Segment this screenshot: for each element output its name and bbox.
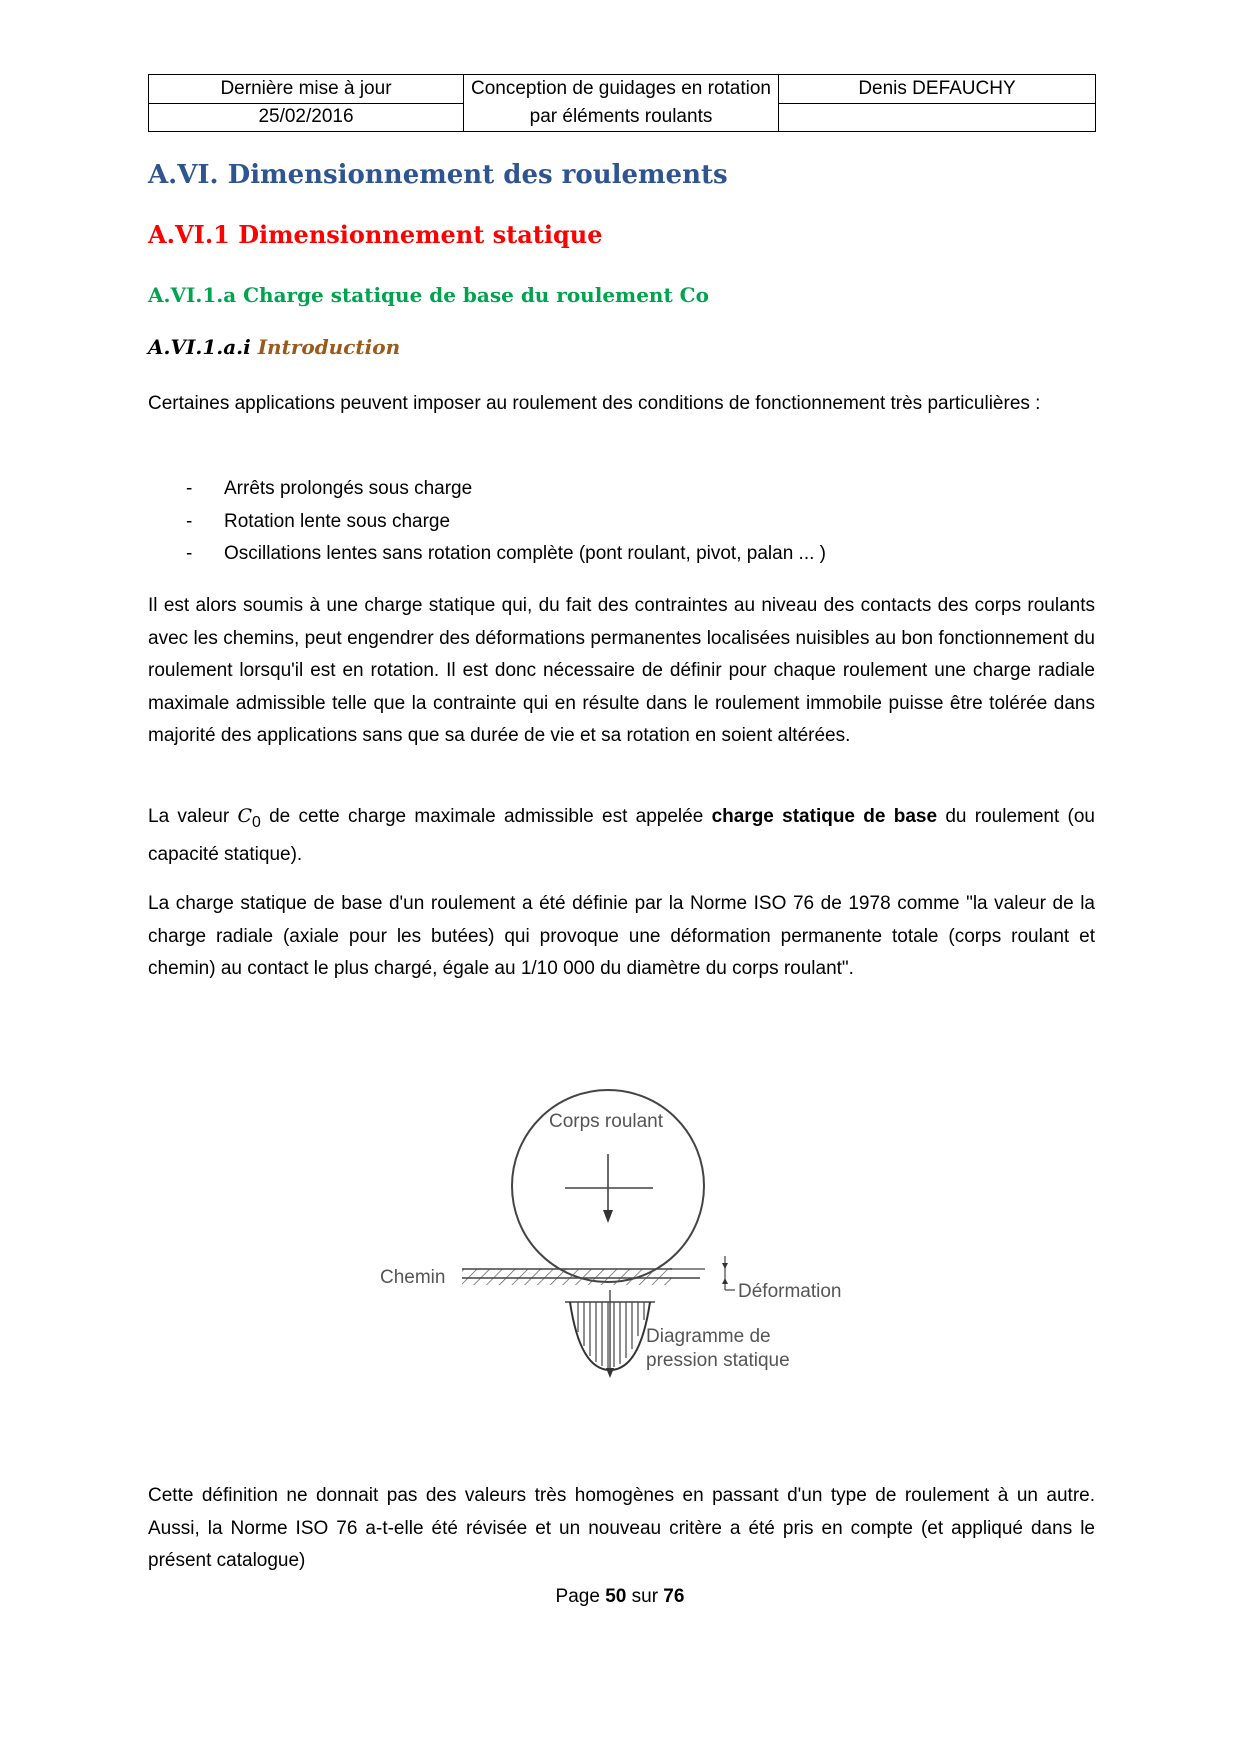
empty-cell bbox=[779, 103, 1096, 132]
list-item bbox=[148, 506, 1095, 539]
heading-level4-title: Introduction bbox=[257, 335, 401, 359]
paragraph-static-load: Il est alors soumis à une charge statique qui, du fait des contraintes au niveau des contacts des corps roulants avec les chemins, peut engendrer des déformations permanentes localisées nuisibles au bon fonctionnement du roulement lorsqu'il est en rotation. Il est donc nécessaire de définir pour chaque roulement une charge radiale maximale admissible telle que la contrainte qui en résulte dans le roulement immobile puisse être tolérée dans majorité des applications sans que sa durée de vie et sa rotation en soient altérées. bbox=[148, 595, 1095, 746]
heading-level4 bbox=[148, 335, 400, 359]
page-total: 76 bbox=[663, 1586, 685, 1607]
static-pressure-figure bbox=[370, 1070, 890, 1380]
list-bullet: - bbox=[186, 510, 193, 532]
label-diagram-line1: Diagramme de bbox=[646, 1326, 771, 1347]
page-middle: sur bbox=[626, 1586, 664, 1607]
c0-text-after: du roulement (ou capacité statique). bbox=[148, 806, 1096, 866]
deformation-arrow-top bbox=[722, 1263, 728, 1269]
list-item-text: Rotation lente sous charge bbox=[224, 510, 451, 532]
label-deformation: Déformation bbox=[738, 1281, 842, 1302]
paragraph-iso-definition: La charge statique de base d'un roulement a été définie par la Norme ISO 76 de 1978 comme "la valeur de la charge radiale (axiale pour les butées) qui provoque une déformation permanente totale (corps roulant et chemin) au contact le plus chargé, égale au 1/10 000 du diamètre du corps roulant". bbox=[148, 893, 1095, 979]
list-item bbox=[148, 473, 1095, 506]
c0-bold-term: charge statique de base bbox=[711, 806, 938, 827]
c0-symbol: C bbox=[237, 805, 253, 827]
header-table bbox=[148, 74, 1096, 132]
page-footer bbox=[0, 1586, 1240, 1608]
label-raceway: Chemin bbox=[380, 1267, 446, 1288]
list-bullet: - bbox=[186, 543, 193, 564]
page-prefix: Page bbox=[555, 1586, 606, 1607]
paragraph-c0 bbox=[148, 800, 1095, 872]
course-title: Conception de guidages en rotation par éléments roulants bbox=[464, 75, 779, 132]
c0-text-middle: de cette charge maximale admissible est appelée bbox=[260, 806, 712, 827]
heading-level2: A.VI.1 Dimensionnement statique bbox=[148, 220, 603, 249]
last-update-date: 25/02/2016 bbox=[149, 103, 464, 132]
pressure-arrow-head bbox=[606, 1368, 614, 1378]
raceway-hatch bbox=[462, 1269, 672, 1285]
label-diagram-line2: pression statique bbox=[646, 1350, 790, 1371]
label-rolling-body: Corps roulant bbox=[548, 1111, 664, 1132]
heading-level1: A.VI. Dimensionnement des roulements bbox=[148, 160, 728, 190]
author: Denis DEFAUCHY bbox=[779, 75, 1096, 104]
last-update-label: Dernière mise à jour bbox=[149, 75, 464, 104]
c0-text-before: La valeur bbox=[148, 806, 238, 827]
list-bullet: - bbox=[186, 478, 193, 499]
page-number: 50 bbox=[605, 1586, 627, 1607]
list-item bbox=[148, 538, 1095, 571]
list-item-text: Oscillations lentes sans rotation complète (pont roulant, pivot, palan ... ) bbox=[224, 543, 826, 564]
list-item-text: Arrêts prolongés sous charge bbox=[224, 478, 473, 499]
heading-level3: A.VI.1.a Charge statique de base du roulement Co bbox=[148, 283, 709, 307]
paragraph-intro: Certaines applications peuvent imposer au roulement des conditions de fonctionnement très particulières : bbox=[148, 393, 1041, 414]
paragraph-revision: Cette définition ne donnait pas des valeurs très homogènes en passant d'un type de roulement à un autre. Aussi, la Norme ISO 76 a-t-elle été révisée et un nouveau critère a été pris en compte (et appliqué dans le présent catalogue) bbox=[148, 1485, 1095, 1571]
deformation-arrow-bottom bbox=[722, 1278, 728, 1284]
heading-level4-number: A.VI.1.a.i bbox=[148, 335, 258, 359]
c0-subscript: 0 bbox=[252, 813, 261, 831]
conditions-list bbox=[148, 473, 1095, 571]
